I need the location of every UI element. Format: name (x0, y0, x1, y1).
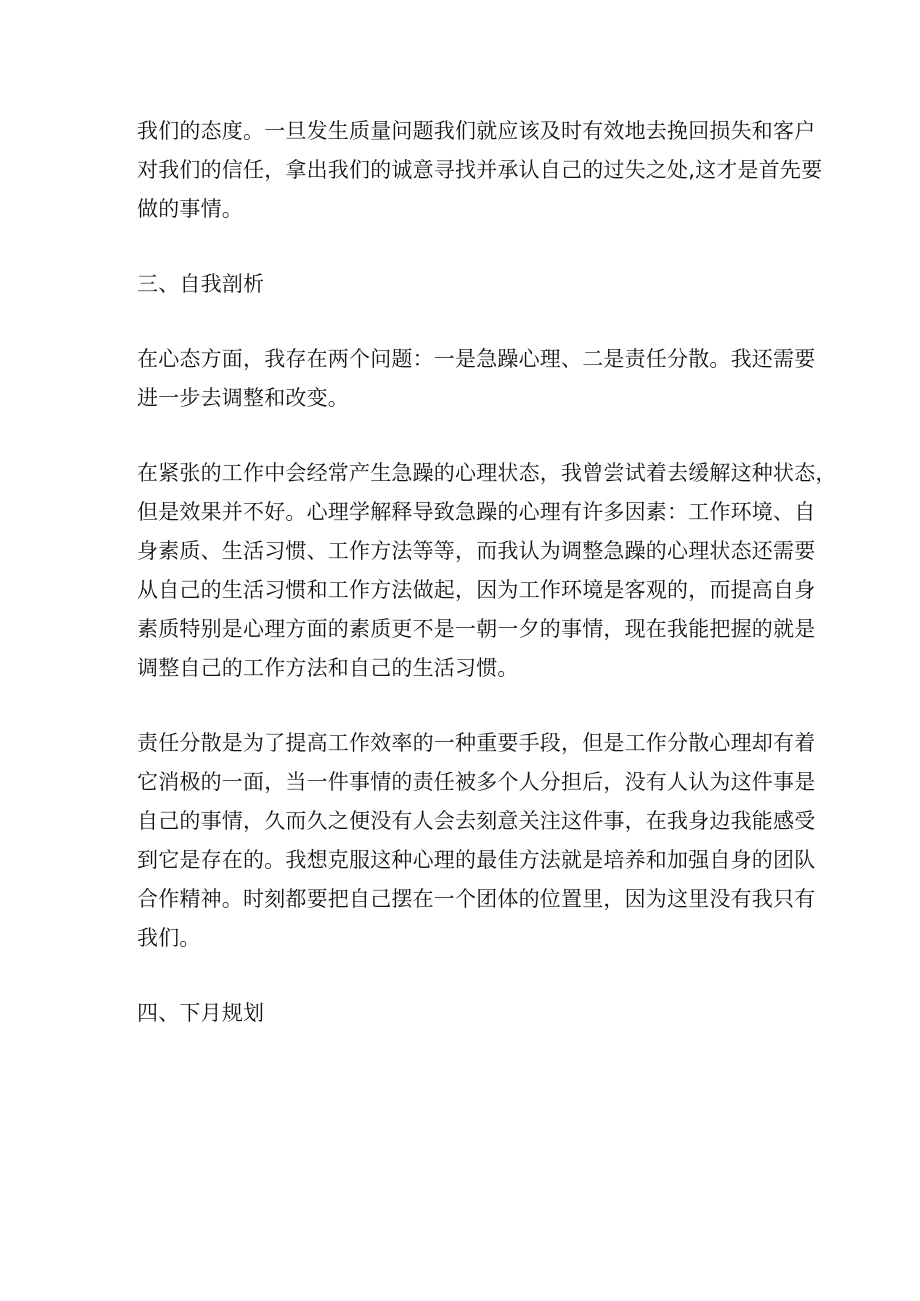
text-line: 身素质、生活习惯、工作方法等等，而我认为调整急躁的心理状态还需要 (137, 539, 816, 563)
text-line: 责任分散是为了提高工作效率的一种重要手段，但是工作分散心理却有着 (137, 731, 816, 755)
text-line: 进一步去调整和改变。 (137, 386, 349, 410)
section-heading-self-analysis (137, 265, 797, 304)
text-line: 但是效果并不好。心理学解释导致急躁的心理有许多因素：工作环境、自 (137, 500, 816, 524)
paragraph-impatience (137, 454, 837, 688)
text-line: 调整自己的工作方法和自己的生活习惯。 (137, 656, 519, 680)
paragraph-responsibility (137, 724, 816, 958)
text-line: 我们的态度。一旦发生质量问题我们就应该及时有效地去挽回损失和客户 (137, 119, 816, 143)
text-line: 到它是存在的。我想克服这种心理的最佳方法就是培养和加强自身的团队 (137, 848, 816, 872)
heading-text: 四、下月规划 (137, 1001, 265, 1025)
text-line: 对我们的信任，拿出我们的诚意寻找并承认自己的过失之处,这才是首先要 (137, 158, 823, 182)
text-line: 它消极的一面，当一件事情的责任被多个人分担后，没有人认为这件事是 (137, 770, 816, 794)
text-line: 从自己的生活习惯和工作方法做起，因为工作环境是客观的，而提高自身 (137, 578, 816, 602)
section-heading-next-month-plan (137, 994, 797, 1033)
text-line: 自己的事情，久而久之便没有人会去刻意关注这件事，在我身边我能感受 (137, 809, 816, 833)
document-body (137, 112, 837, 1069)
paragraph-attitude (137, 112, 823, 229)
heading-text: 三、自我剖析 (137, 272, 265, 296)
paragraph-mindset (137, 340, 816, 418)
text-line: 在心态方面，我存在两个问题：一是急躁心理、二是责任分散。我还需要 (137, 347, 816, 371)
text-line: 素质特别是心理方面的素质更不是一朝一夕的事情，现在我能把握的就是 (137, 617, 816, 641)
text-line: 我们。 (137, 926, 201, 950)
text-line: 合作精神。时刻都要把自己摆在一个团体的位置里，因为这里没有我只有 (137, 887, 816, 911)
text-line: 在紧张的工作中会经常产生急躁的心理状态，我曾尝试着去缓解这种状态， (137, 461, 837, 485)
text-line: 做的事情。 (137, 197, 243, 221)
